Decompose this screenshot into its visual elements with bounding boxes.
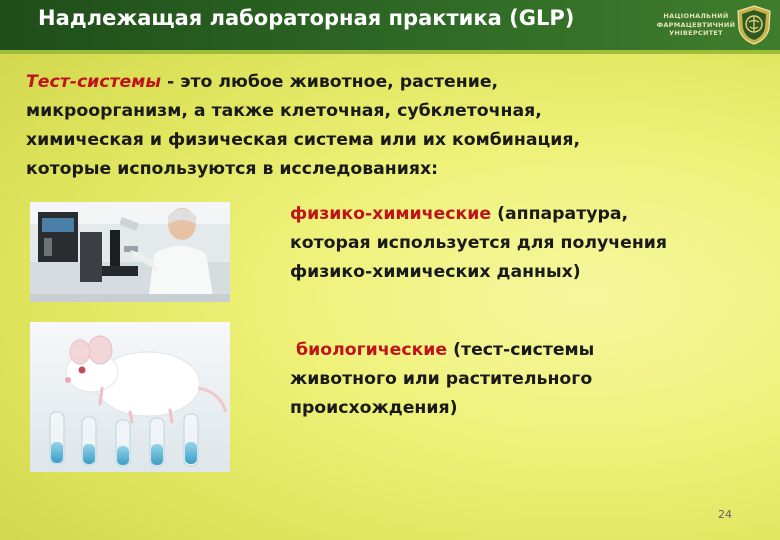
definition-text: Тест-системы - это любое животное, растение, микроорганизм, а также клеточная, субклеточная, химическая и физическая система или их комбинация, которые используются в исследованиях: [26,72,581,179]
term-test-systems: Тест-системы [26,72,162,92]
page-number: 24 [718,508,732,521]
term-physico-chemical: физико-химические [290,204,492,224]
lab-mouse-photo [30,322,230,472]
university-name: НАЦІОНАЛЬНИЙ ФАРМАЦЕВТИЧНИЙ УНІВЕРСИТЕТ [656,12,736,37]
biological-item: биологические (тест-системы животного или растительного происхождения) [290,340,595,418]
header-divider [0,50,780,54]
lab-microscope-photo [30,202,230,302]
header-bar [0,0,780,50]
physico-chemical-item: физико-химические (аппаратура, которая используется для получения физико-химических данных) [290,204,667,282]
university-emblem-icon [736,5,772,45]
slide-title: Надлежащая лабораторная практика (GLP) [38,6,575,30]
term-biological: биологические [296,340,448,360]
